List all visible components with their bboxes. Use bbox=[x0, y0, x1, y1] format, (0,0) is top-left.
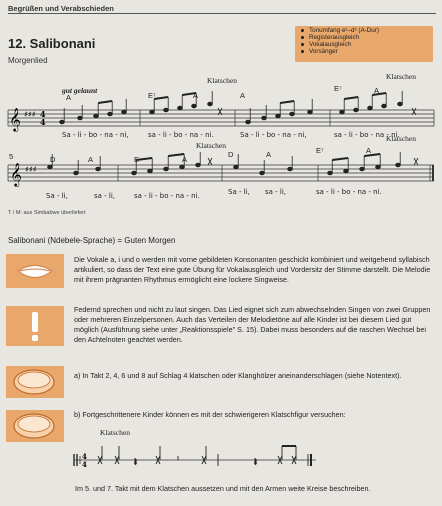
lyric-line: Sa - li - bo - na - ni, bbox=[62, 131, 129, 139]
running-head: Begrüßen und Verabschieden bbox=[8, 4, 114, 13]
lyric-line: Sa - li, bbox=[228, 188, 250, 196]
treble-clef-icon: 𝄞 bbox=[9, 107, 21, 131]
svg-text:4: 4 bbox=[40, 109, 46, 119]
header-rule bbox=[8, 13, 436, 14]
chord-symbol: E bbox=[134, 155, 140, 164]
drum-icon bbox=[6, 410, 64, 442]
translation-note: Salibonani (Ndebele-Sprache) = Guten Morgen bbox=[8, 236, 176, 245]
info-item: Registerausgleich bbox=[309, 34, 433, 41]
notes-line-1 bbox=[60, 91, 416, 124]
lyric-line: sa - li, bbox=[94, 192, 116, 200]
section-text: Die Vokale a, i und o werden mit vorne gebildeten Konsonanten geschickt kombiniert und weitgehend syllabisch artikuliert, so dass der Text eine gute Übung für Vokalausgleich und Vordersitz der Stimme darstellt. Die Melodie mit ihrem prägnanten Rhythmus ermöglicht eine lockere Singweise. bbox=[74, 255, 431, 284]
lyric-line: sa - li - bo - na - ni. bbox=[334, 131, 400, 139]
chord-symbol: A bbox=[182, 155, 188, 164]
page-title: 12. Salibonani bbox=[8, 36, 96, 51]
lyric-line: sa - li - bo - na - ni. bbox=[148, 131, 214, 139]
lyric-line: Sa - li - bo - na - ni, bbox=[240, 131, 307, 139]
section-text: a) In Takt 2, 4, 6 und 8 auf Schlag 4 klatschen oder Klanghölzer aneinanderschlagen (siehe Notentext). bbox=[74, 371, 402, 380]
drum-icon bbox=[6, 366, 64, 398]
song-subtitle: Morgenlied bbox=[8, 56, 48, 65]
staff-1 bbox=[8, 110, 434, 126]
song-credit: T / M: aus Simbabwe überliefert bbox=[8, 210, 86, 216]
key-signature-icon: ♯♯♯ bbox=[24, 110, 36, 119]
chord-symbol: A bbox=[88, 155, 94, 164]
info-item: Vorsänger bbox=[309, 48, 433, 55]
staff-2 bbox=[8, 165, 434, 181]
lyric-line: sa - li - bo - na - ni. bbox=[134, 192, 200, 200]
measure-number: 5 bbox=[9, 152, 14, 161]
chord-symbol: E⁷ bbox=[316, 146, 324, 155]
time-signature-bottom: 4 bbox=[82, 460, 87, 469]
lyric-line: Sa - li, bbox=[46, 192, 68, 200]
svg-text:𝄽: 𝄽 bbox=[134, 457, 138, 468]
bottom-note: Im 5. und 7. Takt mit dem Klatschen aussetzen und mit den Armen weite Kreise beschreiben. bbox=[75, 484, 371, 493]
info-item: Vokalausgleich bbox=[309, 41, 433, 48]
clap-marking: Klatschen bbox=[196, 141, 226, 150]
chord-symbol: D bbox=[228, 150, 234, 159]
svg-text:♯♯♯: ♯♯♯ bbox=[25, 165, 37, 174]
rhythm-label: Klatschen bbox=[100, 428, 130, 437]
svg-text:𝄽: 𝄽 bbox=[254, 457, 258, 468]
info-item: Tonumfang e¹–d² (A-Dur) bbox=[309, 27, 433, 34]
exclamation-icon bbox=[6, 306, 64, 346]
lyric-line: sa - li, bbox=[265, 188, 287, 196]
lyric-line: sa - li - bo - na - ni. bbox=[316, 188, 382, 196]
chord-symbol: D bbox=[50, 155, 56, 164]
time-signature-top: 4 bbox=[82, 452, 87, 461]
section-icon-box bbox=[6, 410, 64, 442]
chord-symbol: A bbox=[193, 91, 199, 100]
svg-text:4: 4 bbox=[40, 117, 46, 127]
info-box bbox=[295, 26, 433, 62]
clap-marking: Klatschen bbox=[386, 134, 416, 143]
section-text: Federnd sprechen und nicht zu laut singen. Das Lied eignet sich zum abwechselnden Singen von zwei Gruppen oder mehreren Einzelpersonen. Auch das Verteilen der Melodietöne auf alle Kinder ist bei diesem Lied gut möglich (Ausführung siehe unter „Reaktionsspiele" S. 15). Dabei muss besonders auf die raschen Wechsel bei den Achtelnoten geachtet werden. bbox=[74, 305, 431, 344]
chord-symbol: A bbox=[240, 91, 246, 100]
chord-symbol: A bbox=[374, 86, 380, 95]
tempo-marking: gut gelaunt bbox=[62, 86, 98, 95]
clap-marking: Klatschen bbox=[207, 76, 237, 85]
section-text: b) Fortgeschrittenere Kinder können es mit der schwierigeren Klatschfigur versuchen: bbox=[74, 410, 346, 419]
chord-symbol: E⁷ bbox=[148, 91, 156, 100]
chord-symbol: A bbox=[266, 150, 272, 159]
section-icon-box bbox=[6, 254, 64, 288]
section-icon-box bbox=[6, 366, 64, 398]
section-icon-box bbox=[6, 306, 64, 346]
clap-marking: Klatschen bbox=[386, 72, 416, 81]
rhythm-staff bbox=[70, 440, 320, 476]
chord-symbol: A bbox=[366, 146, 372, 155]
mouth-icon bbox=[6, 254, 64, 288]
svg-text:𝄞: 𝄞 bbox=[10, 162, 22, 186]
chord-symbol: A bbox=[66, 93, 72, 102]
chord-symbol: E⁷ bbox=[334, 84, 342, 93]
